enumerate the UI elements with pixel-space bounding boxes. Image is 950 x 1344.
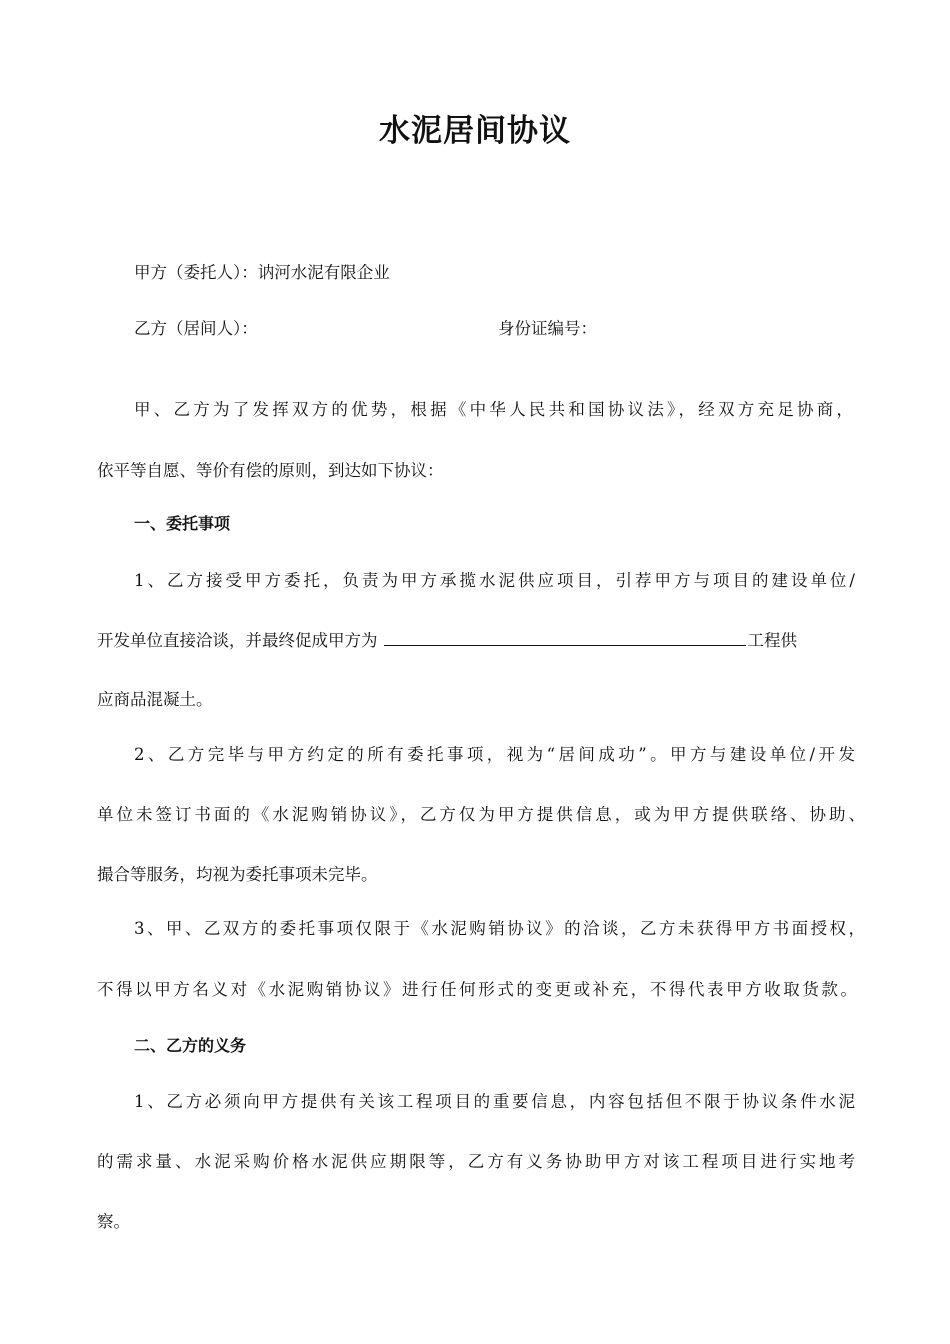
s1-item1-line1: 1、乙方接受甲方委托，负责为甲方承揽水泥供应项目，引荐甲方与项目的建设单位/ [134, 571, 855, 590]
s1-item1-line2-after: 工程供 [747, 631, 797, 650]
s1-item2-line1: 2、乙方完毕与甲方约定的所有委托事项，视为“居间成功”。甲方与建设单位/开发 [134, 745, 855, 764]
id-number-label: 身份证编号： [498, 319, 597, 338]
party-b-label: 乙方（居间人）： [134, 319, 258, 338]
s2-item1-line1: 1、乙方必须向甲方提供有关该工程项目的重要信息，内容包括但不限于协议条件水泥 [134, 1092, 855, 1111]
s1-item3-line2: 不得以甲方名义对《水泥购销协议》进行任何形式的变更或补充，不得代表甲方收取货款。 [97, 980, 857, 999]
section-2-heading: 二、乙方的义务 [134, 1036, 247, 1055]
intro-line-2: 依平等自愿、等价有偿的原则，到达如下协议： [97, 461, 444, 480]
s1-item1-line2-before: 开发单位直接洽谈，并最终促成甲方为 [97, 631, 378, 650]
s1-item1-line3: 应商品混凝土。 [97, 690, 213, 709]
s1-item3-line1: 3、甲、乙双方的委托事项仅限于《水泥购销协议》的洽谈，乙方未获得甲方书面授权， [134, 919, 865, 938]
s2-item1-line3: 察。 [97, 1212, 130, 1231]
intro-line-1: 甲、乙方为了发挥双方的优势，根据《中华人民共和国协议法》，经双方充足协商， [134, 400, 853, 419]
s2-item1-line2: 的需求量、水泥采购价格水泥供应期限等，乙方有义务协助甲方对该工程项目进行实地考 [97, 1152, 855, 1171]
document-title: 水泥居间协议 [379, 113, 571, 149]
s1-item2-line3: 撮合等服务，均视为委托事项未完毕。 [97, 865, 378, 884]
section-1-heading: 一、委托事项 [134, 514, 231, 533]
party-a-line: 甲方（委托人）：讷河水泥有限企业 [134, 263, 390, 282]
s1-item2-line2: 单位未签订书面的《水泥购销协议》，乙方仅为甲方提供信息，或为甲方提供联络、协助、 [97, 805, 865, 824]
project-name-blank [384, 631, 746, 646]
s1-item1-line2 [97, 627, 867, 651]
